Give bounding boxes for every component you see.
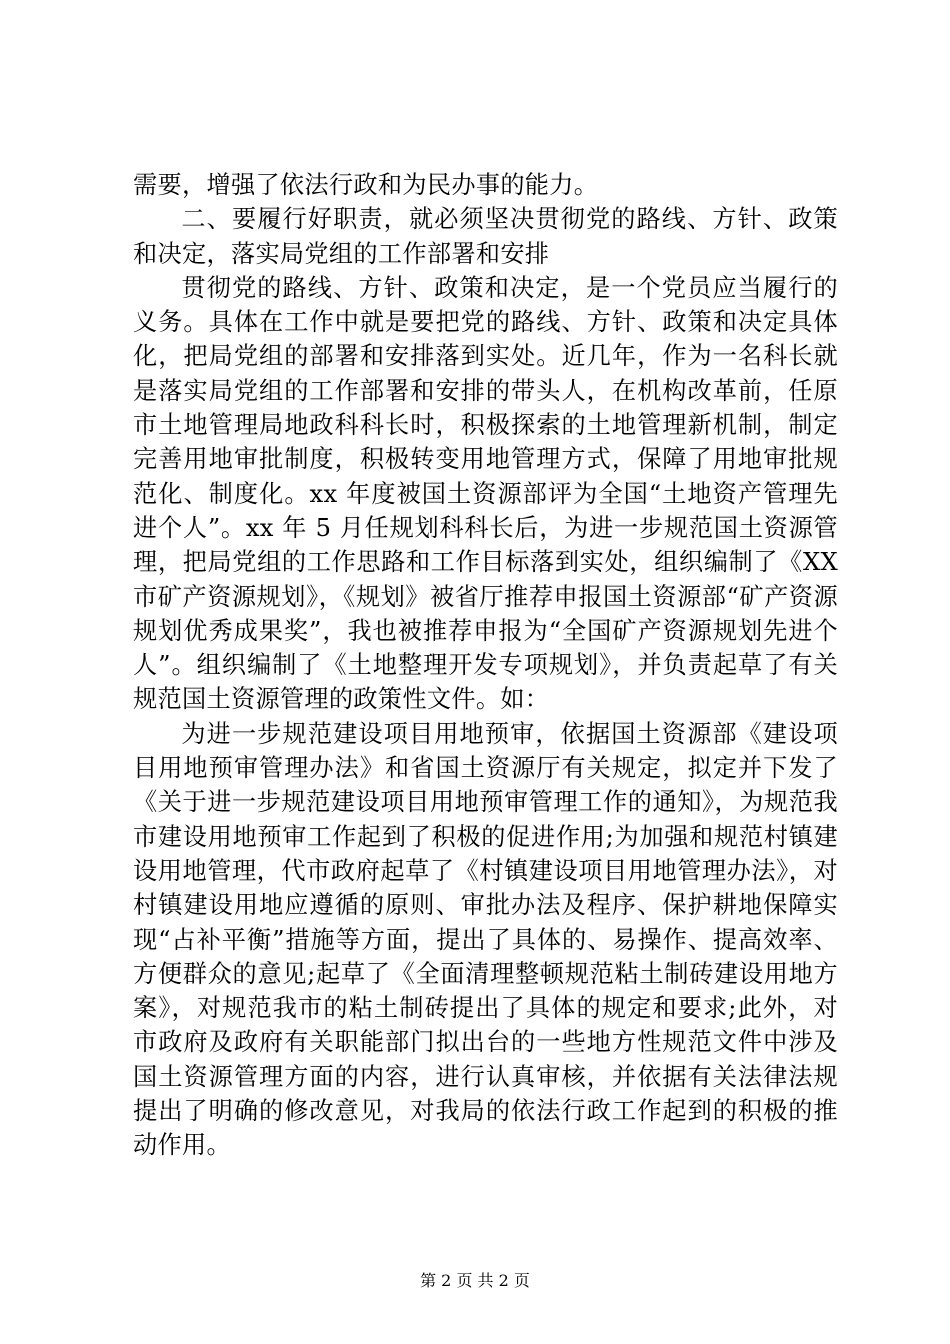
paragraph-1: 需要，增强了依法行政和为民办事的能力。: [133, 171, 599, 199]
paragraph-3: 贯彻党的路线、方针、政策和决定，是一个党员应当履行的义务。具体在工作中就是要把党的路线、方针、政策和决定具体化，把局党组的部署和安排落到实处。近几年，作为一名科长就是落实局党组的工作部署和安排的带头人，在机构改革前，任原市土地管理局地政科科长时，积极探索的土地管理新机制，制定完善用地审批制度，积极转变用地管理方式，保障了用地审批规范化、制度化。xx 年度被国土资源部评为全国“土地资产管理先进个人”。xx 年 5 月任规划科科长后，为进一步规范国土资源管理，把局党组的工作思路和工作目标落到实处，组织编制了《XX 市矿产资源规划》，《规划》被省厅推荐申报国土资源部“矿产资源规划优秀成果奖”，我也被推荐申报为“全国矿产资源规划先进个人”。组织编制了《土地整理开发专项规划》，并负责起草了有关规范国土资源管理的政策性文件。如：: [133, 273, 838, 714]
section-heading: 二、要履行好职责，就必须坚决贯彻党的路线、方针、政策和决定，落实局党组的工作部署和安排: [133, 205, 838, 268]
paragraph-4: 为进一步规范建设项目用地预审，依据国土资源部《建设项目用地预审管理办法》和省国土资源厅有关规定，拟定并下发了《关于进一步规范建设项目用地预审管理工作的通知》，为规范我市建设用地预审工作起到了积极的促进作用;为加强和规范村镇建设用地管理，代市政府起草了《村镇建设项目用地管理办法》，对村镇建设用地应遵循的原则、审批办法及程序、保护耕地保障实现“占补平衡”措施等方面，提出了具体的、易操作、提高效率、方便群众的意见;起草了《全面清理整顿规范粘土制砖建设用地方案》，对规范我市的粘土制砖提出了具体的规定和要求;此外，对市政府及政府有关职能部门拟出台的一些地方性规范文件中涉及国土资源管理方面的内容，进行认真审核，并依据有关法律法规提出了明确的修改意见，对我局的依法行政工作起到的积极的推动作用。: [133, 719, 838, 1160]
page-number-footer: 第 2 页 共 2 页: [420, 1271, 530, 1290]
document-body: [133, 168, 838, 1163]
